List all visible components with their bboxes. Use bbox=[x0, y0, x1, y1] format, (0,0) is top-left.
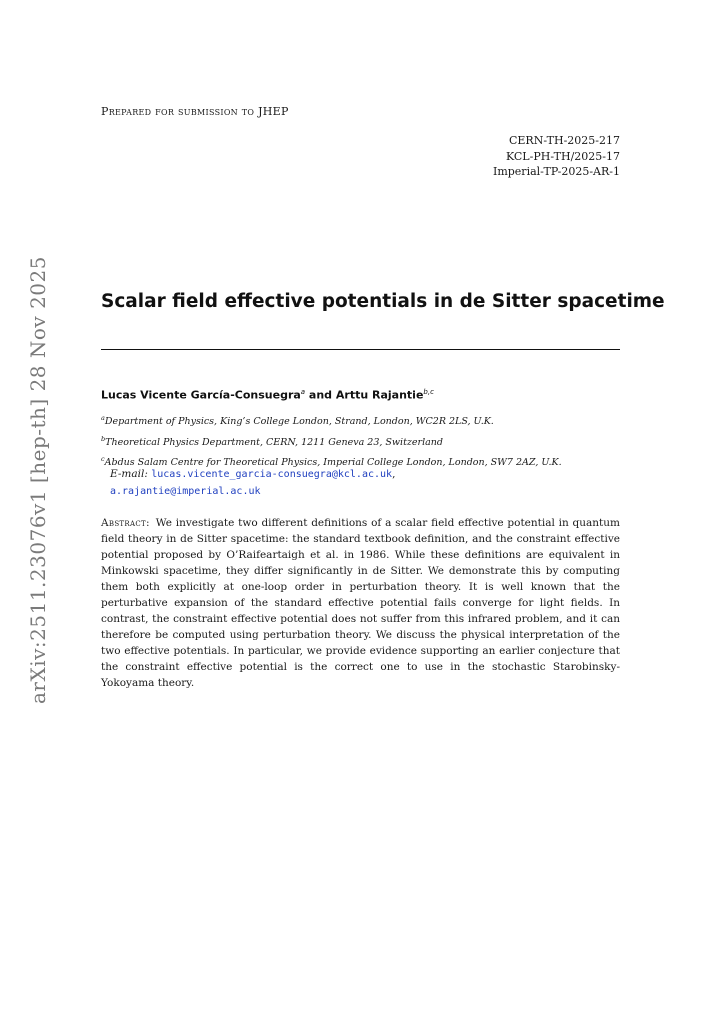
author-list bbox=[101, 388, 434, 402]
affiliation-mark: c bbox=[101, 455, 105, 464]
email-block bbox=[110, 466, 395, 500]
submission-note: Prepared for submission to JHEP bbox=[101, 105, 289, 118]
report-id-kcl: KCL-PH-TH/2025-17 bbox=[505, 149, 620, 163]
abstract-label: Abstract: bbox=[101, 517, 150, 529]
affiliation-mark: a bbox=[300, 388, 306, 396]
author-name: Arttu Rajantie bbox=[335, 388, 424, 402]
arxiv-identifier: arXiv:2511.23076v1 [hep-th] 28 Nov 2025 bbox=[26, 256, 50, 704]
affiliation-mark: a bbox=[101, 414, 105, 422]
affiliation-mark: b bbox=[101, 434, 106, 443]
author-name: Lucas Vicente García-Consuegra bbox=[101, 388, 301, 402]
report-id-imperial: Imperial-TP-2025-AR-1 bbox=[492, 165, 620, 178]
affiliation-mark: b,c bbox=[423, 388, 434, 396]
report-id-cern: CERN-TH-2025-217 bbox=[508, 134, 620, 147]
affiliation-a bbox=[101, 410, 562, 431]
email-separator: , bbox=[392, 468, 396, 480]
title-rule bbox=[101, 349, 620, 350]
author-connector: and bbox=[305, 388, 336, 402]
affiliation-b bbox=[101, 431, 562, 452]
abstract-text: We investigate two different definitions of a scalar field effective potential in quantum field theory in de Sitter spacetime: the standard textbook definition, and the constraint effective potential proposed by O’Raifeartaigh et al. in 1986. While these definitions are equivalent in Minkowski spacetime, they differ significantly in de Sitter. We demonstrate this by computing them both explicitly at one-loop order in perturbation theory. It is well known that the perturbative expansion of the standard effective potential fails converge for light fields. In contrast, the constraint effective potential does not suffer from this infrared problem, and it can therefore be computed using perturbation theory. We discuss the physical interpretation of the two effective potentials. In particular, we provide evidence supporting an earlier conjecture that the constraint effective potential is the correct one to use in the stochastic Starobinsky-Yokoyama theory. bbox=[101, 517, 620, 689]
email-link-2[interactable]: a.rajantie@imperial.ac.uk bbox=[110, 486, 261, 497]
affiliations bbox=[101, 410, 562, 472]
affiliation-text: Department of Physics, King’s College London, Strand, London, WC2R 2LS, U.K. bbox=[104, 416, 494, 428]
paper-title: Scalar field effective potentials in de Sitter spacetime bbox=[101, 291, 665, 312]
affiliation-text: Abdus Salam Centre for Theoretical Physics, Imperial College London, London, SW7 2AZ, U.K. bbox=[104, 457, 562, 469]
email-link-1[interactable]: lucas.vicente_garcia-consuegra@kcl.ac.uk bbox=[151, 469, 393, 480]
report-numbers bbox=[493, 133, 620, 180]
abstract bbox=[101, 515, 620, 691]
email-label: E-mail: bbox=[110, 468, 148, 480]
affiliation-text: Theoretical Physics Department, CERN, 1211 Geneva 23, Switzerland bbox=[105, 436, 443, 448]
